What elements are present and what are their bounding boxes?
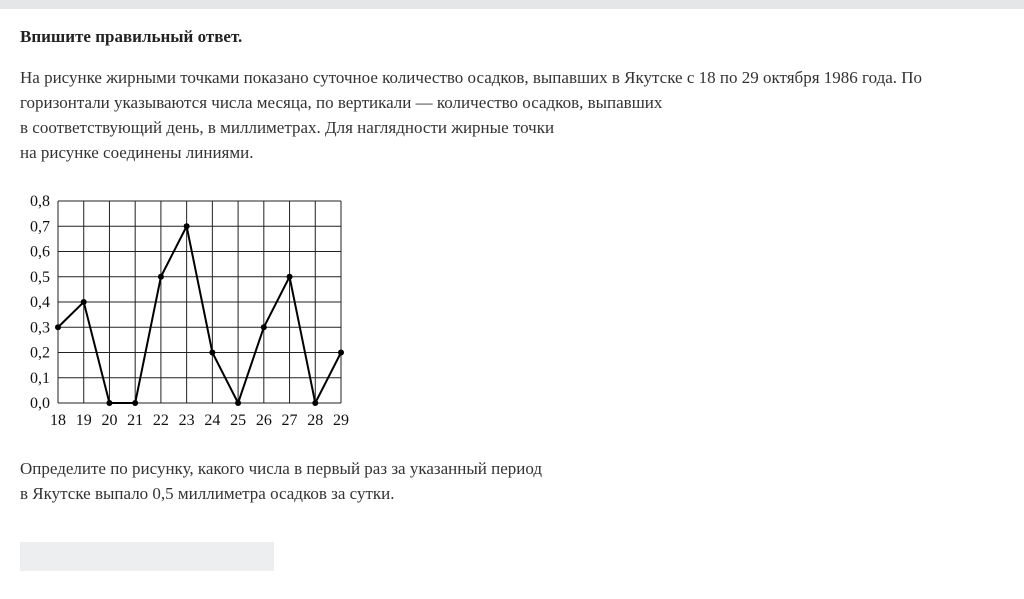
x-tick-label: 20 (101, 412, 118, 429)
data-point (81, 299, 87, 305)
x-tick-label: 26 (255, 412, 272, 429)
x-tick-label: 24 (204, 412, 221, 429)
question-line: Определите по рисунку, какого числа в первый раз за указанный период (20, 459, 543, 478)
data-point (312, 400, 318, 406)
x-tick-label: 28 (307, 412, 324, 429)
data-point (158, 274, 164, 280)
data-point (55, 324, 61, 330)
y-tick-label: 0,2 (30, 344, 50, 362)
data-point (287, 274, 293, 280)
top-bar (0, 0, 1024, 9)
y-tick-label: 0,4 (30, 294, 50, 311)
x-tick-label: 22 (152, 412, 169, 429)
data-point (261, 324, 267, 330)
data-point (184, 223, 190, 229)
data-point (209, 350, 215, 356)
x-tick-label: 29 (333, 412, 349, 429)
problem-line: на рисунке соединены линиями. (20, 143, 254, 162)
y-tick-label: 0,7 (30, 218, 50, 236)
x-tick-label: 27 (281, 412, 298, 429)
answer-input[interactable] (20, 542, 274, 571)
y-tick-label: 0,5 (30, 268, 50, 286)
y-tick-label: 0,1 (30, 369, 50, 387)
problem-line: На рисунке жирными точками показано суточное количество осадков, выпавших в Якутске с 18 по 29 октября 1986 года. По (20, 68, 923, 87)
y-tick-label: 0,8 (30, 193, 50, 210)
y-tick-label: 0,0 (30, 395, 50, 412)
data-point (338, 350, 344, 356)
problem-line: в соответствующий день, в миллиметрах. Для наглядности жирные точки (20, 118, 555, 137)
x-tick-label: 19 (75, 412, 92, 429)
task-instruction: Впишите правильный ответ. (20, 27, 243, 46)
x-tick-label: 21 (127, 412, 144, 429)
y-tick-label: 0,3 (30, 319, 50, 337)
problem-line: горизонтали указываются числа месяца, по вертикали — количество осадков, выпавших (20, 93, 663, 112)
x-tick-label: 23 (178, 412, 195, 429)
question-line: в Якутске выпало 0,5 миллиметра осадков за сутки. (20, 484, 395, 503)
data-point (106, 400, 112, 406)
x-tick-label: 18 (50, 412, 66, 429)
problem-text (20, 65, 1010, 165)
series-line (58, 226, 341, 403)
data-point (235, 400, 241, 406)
y-tick-label: 0,6 (30, 243, 50, 261)
precipitation-chart (10, 188, 360, 433)
x-tick-label: 25 (230, 412, 247, 429)
data-point (132, 400, 138, 406)
question-text (20, 456, 542, 506)
